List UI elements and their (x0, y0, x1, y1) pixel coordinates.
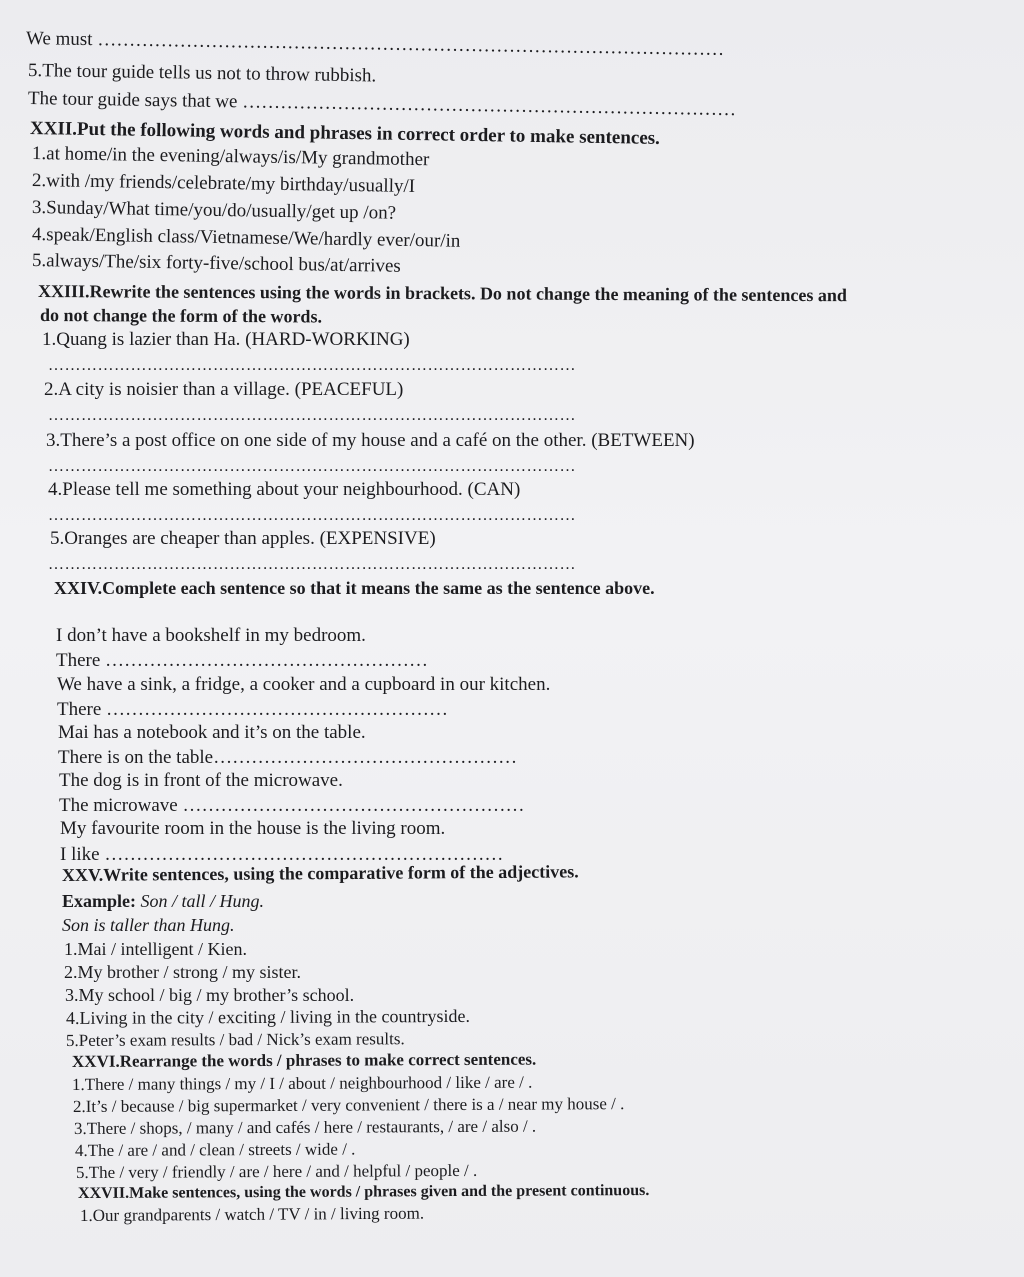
section-23-heading: XXIII.Rewrite the sentences using the words in brackets. Do not change the meaning of the sentences and (37, 281, 848, 306)
s27-item: 1.Our grandparents / watch / TV / in / living room. (79, 1203, 425, 1225)
s22-item: 1.at home/in the evening/always/is/My grandmother (31, 143, 430, 171)
s26-item: 1.There / many things / my / I / about / neighbourhood / like / are / . (71, 1072, 533, 1094)
s23-answer-line: …………………………………………………………………………………… (48, 357, 576, 374)
item-5-sentence: 5.The tour guide tells us not to throw rubbish. (27, 60, 377, 87)
s23-answer-line: …………………………………………………………………………………… (48, 407, 576, 424)
s22-item: 5.always/The/six forty-five/school bus/at/arrives (31, 250, 401, 277)
section-25-heading: XXV.Write sentences, using the comparative form of the adjectives. (61, 861, 579, 885)
s24-line: We have a sink, a fridge, a cooker and a cupboard in our kitchen. (57, 674, 551, 695)
section-22-heading: XXII.Put the following words and phrases in correct order to make sentences. (29, 118, 661, 149)
s22-item: 2.with /my friends/celebrate/my birthday/usually/I (31, 170, 416, 198)
s22-item: 4.speak/English class/Vietnamese/We/hardly ever/our/in (31, 224, 461, 252)
s22-item: 3.Sunday/What time/you/do/usually/get up /on? (31, 197, 397, 224)
section-26-heading: XXVI.Rearrange the words / phrases to make correct sentences. (71, 1049, 537, 1071)
section-24-heading: XXIV.Complete each sentence so that it means the same as the sentence above. (54, 578, 655, 598)
s25-item: 3.My school / big / my brother’s school. (65, 985, 355, 1005)
s25-item: 5.Peter’s exam results / bad / Nick’s exam results. (65, 1029, 405, 1050)
s24-line: The dog is in front of the microwave. (59, 770, 343, 791)
s23-item: 2.A city is noisier than a village. (PEACEFUL) (44, 379, 404, 400)
s24-line: My favourite room in the house is the living room. (60, 818, 446, 839)
s23-answer-line: …………………………………………………………………………………… (48, 556, 576, 573)
s23-item: 3.There’s a post office on one side of my house and a café on the other. (BETWEEN) (46, 430, 695, 451)
s23-item: 5.Oranges are cheaper than apples. (EXPENSIVE) (50, 528, 436, 549)
s24-line: There is on the table………………………………………… (58, 747, 518, 768)
s24-line: There ……………………………………………… (57, 699, 449, 720)
s23-item: 1.Quang is lazier than Ha. (HARD-WORKING) (42, 329, 410, 350)
s23-answer-line: …………………………………………………………………………………… (48, 458, 576, 475)
example-prompt: Son / tall / Hung. (140, 891, 265, 911)
we-must-line: We must ……………………………………………………………………………………… (25, 28, 725, 60)
s26-item: 4.The / are / and / clean / streets / wide / . (74, 1139, 356, 1160)
example-label: Example: (62, 891, 136, 911)
s26-item: 3.There / shops, / many / and cafés / here / restaurants, / are / also / . (73, 1116, 537, 1138)
section-23-heading-cont: do not change the form of the words. (39, 305, 323, 327)
s24-line: I don’t have a bookshelf in my bedroom. (56, 625, 366, 646)
s23-item: 4.Please tell me something about your neighbourhood. (CAN) (48, 479, 521, 500)
s25-item: 1.Mai / intelligent / Kien. (64, 939, 247, 959)
s25-item: 2.My brother / strong / my sister. (64, 962, 301, 982)
s25-item: 4.Living in the city / exciting / living in the countryside. (65, 1005, 470, 1028)
s24-line: Mai has a notebook and it’s on the table. (58, 722, 366, 743)
example-line (62, 890, 264, 912)
s24-line: The microwave ……………………………………………… (59, 795, 525, 816)
example-answer: Son is taller than Hung. (62, 915, 235, 935)
s24-line: I like ……………………………………………………… (60, 844, 504, 865)
item-5-answer-line: The tour guide says that we …………………………………………………………………… (27, 88, 737, 121)
s23-answer-line: …………………………………………………………………………………… (48, 507, 576, 524)
s26-item: 2.It’s / because / big supermarket / very convenient / there is a / near my house / . (72, 1094, 625, 1116)
s26-item: 5.The / very / friendly / are / here / and / helpful / people / . (75, 1160, 478, 1182)
s24-line: There …………………………………………… (56, 650, 429, 671)
section-27-heading: XXVII.Make sentences, using the words / phrases given and the present continuous. (77, 1182, 650, 1202)
